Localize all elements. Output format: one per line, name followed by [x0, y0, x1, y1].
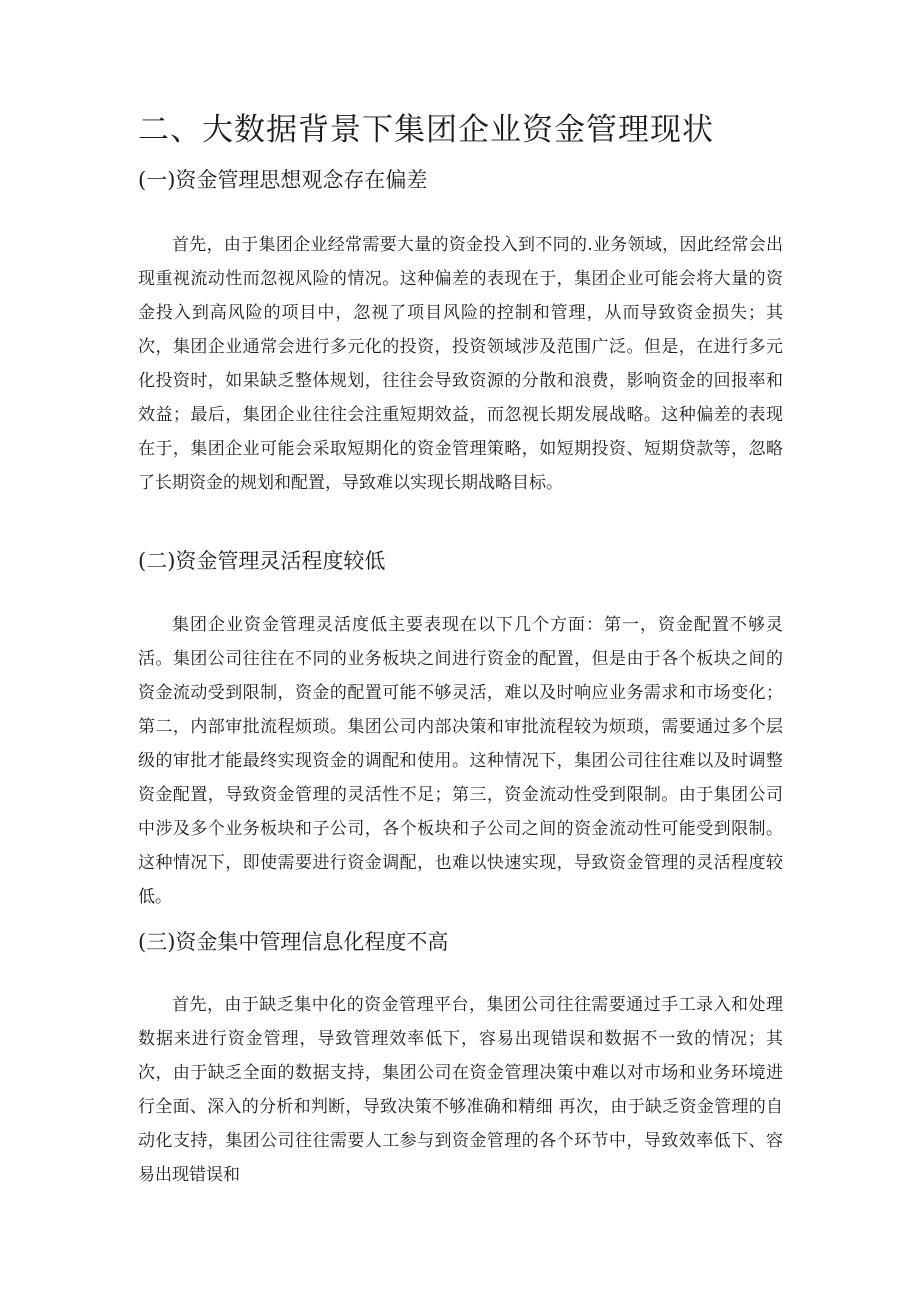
section-3-paragraph: 首先，由于缺乏集中化的资金管理平台，集团公司往往需要通过手工录入和处理数据来进行资金管理，导致管理效率低下，容易出现错误和数据不一致的情况；其次，由于缺乏全面的数据支持，集团公司在资金管理决策中难以对市场和业务环境进行全面、深入的分析和判断，导致决策不够准确和精细 再次，由于缺乏资金管理的自动化支持，集团公司往往需要人工参与到资金管理的各个环节中，导致效率低下、容易出现错误和: [138, 995, 783, 1185]
section-3-heading: (三)资金集中管理信息化程度不高: [138, 930, 449, 954]
page-title: 二、大数据背景下集团企业资金管理现状: [138, 112, 714, 148]
section-1-body: [138, 228, 783, 500]
section-2-heading: (二)资金管理灵活程度较低: [138, 549, 386, 573]
section-2-body: [138, 608, 783, 914]
section-2-paragraph: 集团企业资金管理灵活度低主要表现在以下几个方面：第一，资金配置不够灵活。集团公司往往在不同的业务板块之间进行资金的配置，但是由于各个板块之间的资金流动受到限制，资金的配置可能不够灵活，难以及时响应业务需求和市场变化；第二，内部审批流程烦琐。集团公司内部决策和审批流程较为烦琐，需要通过多个层级的审批才能最终实现资金的调配和使用。这种情况下，集团公司往往难以及时调整资金配置，导致资金管理的灵活性不足；第三，资金流动性受到限制。由于集团公司中涉及多个业务板块和子公司，各个板块和子公司之间的资金流动性可能受到限制。这种情况下，即使需要进行资金调配，也难以快速实现，导致资金管理的灵活程度较低。: [138, 615, 783, 907]
section-1-heading: (一)资金管理思想观念存在偏差: [138, 168, 428, 192]
section-3-body: [138, 988, 783, 1192]
section-1-paragraph: 首先，由于集团企业经常需要大量的资金投入到不同的.业务领域，因此经常会出现重视流动性而忽视风险的情况。这种偏差的表现在于，集团企业可能会将大量的资金投入到高风险的项目中，忽视了项目风险的控制和管理，从而导致资金损失；其次，集团企业通常会进行多元化的投资，投资领域涉及范围广泛。但是，在进行多元化投资时，如果缺乏整体规划，往往会导致资源的分散和浪费，影响资金的回报率和效益；最后，集团企业往往会注重短期效益，而忽视长期发展战略。这种偏差的表现在于，集团企业可能会采取短期化的资金管理策略，如短期投资、短期贷款等，忽略了长期资金的规划和配置，导致难以实现长期战略目标。: [138, 235, 783, 493]
